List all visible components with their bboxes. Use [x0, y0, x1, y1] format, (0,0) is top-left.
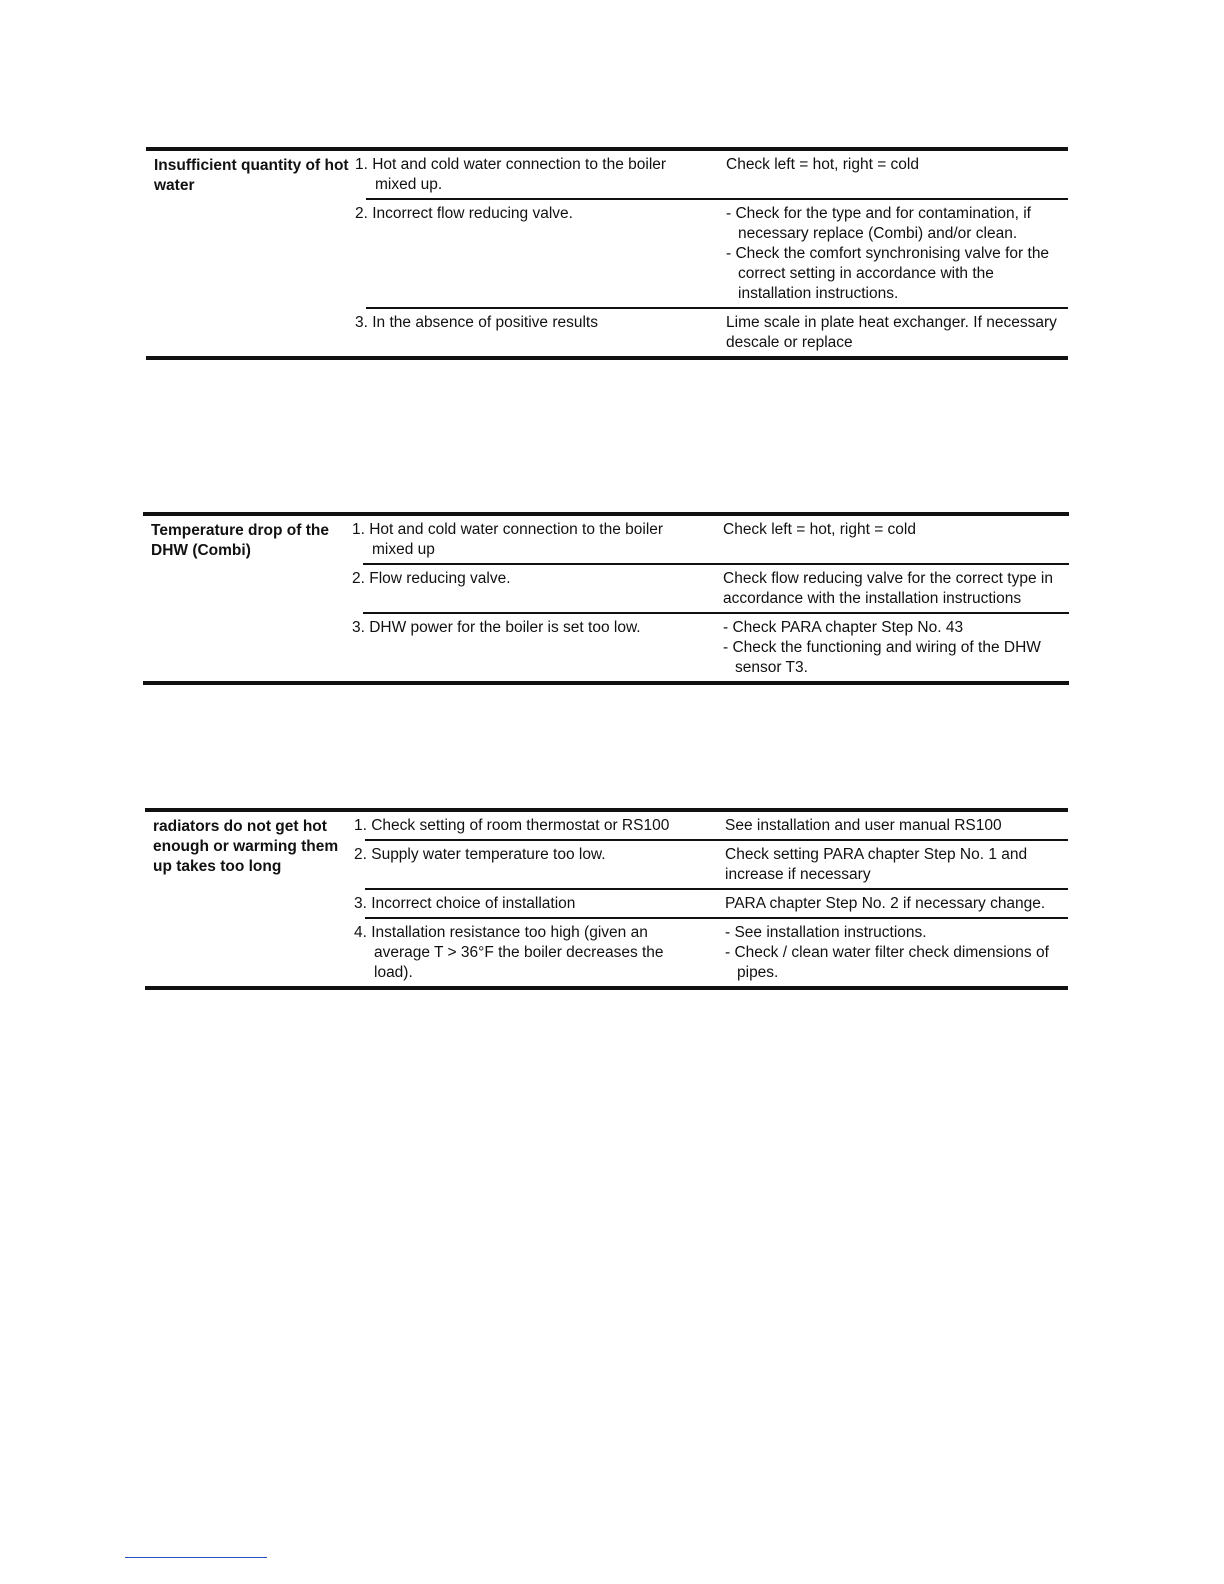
remedy-text — [713, 918, 1068, 988]
problem-label: Insufficient quantity of hot water — [154, 157, 349, 194]
remedy-text — [714, 308, 1068, 358]
remedy-line: - See installation instructions. — [725, 924, 927, 941]
remedy-line: Check left = hot, right = cold — [723, 521, 916, 538]
cause-text: 1. Hot and cold water connection to the boiler mixed up — [352, 521, 664, 558]
problem-label: radiators do not get hot enough or warming them up takes too long — [153, 818, 339, 875]
remedy-line: - Check / clean water filter check dimensions of pipes. — [725, 944, 1049, 981]
remedy-line: - Check the functioning and wiring of the DHW sensor T3. — [723, 639, 1041, 676]
remedy-text — [711, 613, 1069, 683]
cause-text: 1. Hot and cold water connection to the boiler mixed up. — [355, 156, 667, 193]
remedy-line: See installation and user manual RS100 — [725, 817, 1002, 834]
troubleshooting-table-radiators — [145, 808, 1068, 990]
cause-text: 3. DHW power for the boiler is set too low. — [363, 613, 711, 683]
remedy-line: - Check for the type and for contamination, if necessary replace (Combi) and/or clean. — [726, 205, 1031, 242]
remedy-line: - Check PARA chapter Step No. 43 — [723, 619, 964, 636]
table-row — [143, 514, 1069, 564]
remedy-line: Check left = hot, right = cold — [726, 156, 919, 173]
table-row — [145, 810, 1068, 840]
remedy-text — [713, 889, 1068, 918]
cause-text: 4. Installation resistance too high (given an average T > 36°F the boiler decreases the load). — [365, 918, 713, 988]
remedy-text — [711, 564, 1069, 613]
cause-text: 3. Incorrect choice of installation — [365, 889, 713, 918]
remedy-text — [713, 840, 1068, 889]
remedy-line: - Check the comfort synchronising valve for the correct setting in accordance with the installation instructions. — [726, 245, 1050, 302]
cause-text: 2. Flow reducing valve. — [363, 564, 711, 613]
footnote-separator — [125, 1557, 267, 1558]
remedy-text — [714, 149, 1068, 199]
table-row — [146, 149, 1068, 199]
remedy-text — [711, 514, 1069, 564]
remedy-line: PARA chapter Step No. 2 if necessary change. — [725, 895, 1046, 912]
remedy-line: Check flow reducing valve for the correct type in accordance with the installation instructions — [723, 570, 1053, 607]
remedy-line: Check setting PARA chapter Step No. 1 and increase if necessary — [725, 846, 1028, 883]
cause-text: 3. In the absence of positive results — [366, 308, 714, 358]
problem-label: Temperature drop of the DHW (Combi) — [151, 522, 329, 559]
cause-text: 1. Check setting of room thermostat or RS100 — [354, 817, 670, 834]
cause-text: 2. Incorrect flow reducing valve. — [366, 199, 714, 308]
remedy-line: Lime scale in plate heat exchanger. If necessary descale or replace — [726, 314, 1057, 351]
remedy-text — [714, 199, 1068, 308]
remedy-text — [713, 810, 1068, 840]
troubleshooting-table-hot-water-quantity — [146, 147, 1068, 360]
troubleshooting-table-dhw-temperature-drop — [143, 512, 1069, 685]
cause-text: 2. Supply water temperature too low. — [365, 840, 713, 889]
